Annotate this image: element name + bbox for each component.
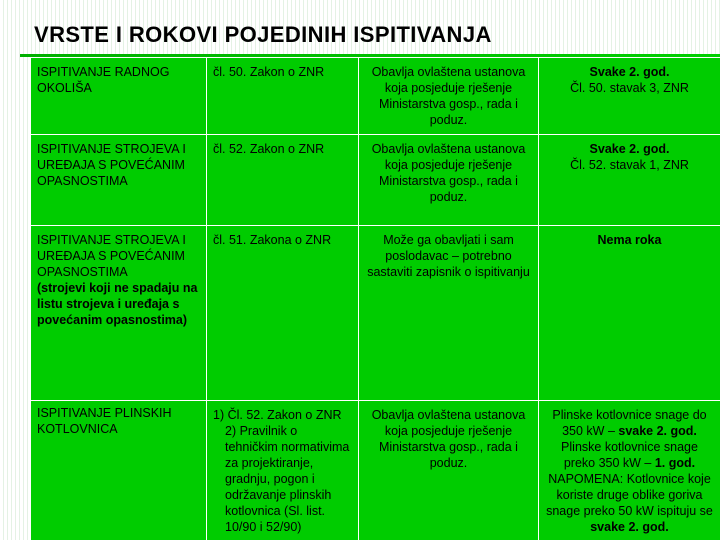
inspection-type-cell: ISPITIVANJE PLINSKIH KOTLOVNICA — [31, 401, 207, 541]
inspection-table — [30, 57, 720, 541]
inspection-type-cell — [31, 226, 207, 401]
table-row — [31, 58, 720, 135]
deadline-main: Svake 2. god. — [590, 142, 670, 156]
deadline-cell — [539, 401, 720, 541]
deadline-part-1-bold: svake 2. god. — [618, 424, 697, 438]
table-row — [31, 135, 720, 226]
table-row — [31, 401, 720, 541]
deadline-part-2: Plinske kotlovnice snage preko 350 kW – — [561, 440, 698, 470]
deadline-part-2-bold: 1. god. — [655, 456, 695, 470]
inspection-type-main: ISPITIVANJE STROJEVA I UREĐAJA S POVEĆANIM OPASNOSTIMA — [37, 233, 186, 279]
regulation-line-1: 1) Čl. 52. Zakon o ZNR — [213, 407, 352, 423]
deadline-cell — [539, 58, 720, 135]
deadline-cell — [539, 226, 720, 401]
regulation-line-2: 2) Pravilnik o tehničkim normativima za projektiranje, gradnju, pogon i održavanje plinskih kotlovnica (Sl. list. 10/90 i 52/90) — [213, 423, 352, 535]
regulation-cell — [207, 401, 359, 541]
deadline-part-1: Plinske kotlovnice snage do 350 kW – — [552, 408, 706, 438]
deadline-main: Svake 2. god. — [590, 65, 670, 79]
performer-cell: Obavlja ovlaštena ustanova koja posjeduje rješenje Ministarstva gosp., rada i poduz. — [359, 135, 539, 226]
regulation-cell: čl. 51. Zakona o ZNR — [207, 226, 359, 401]
regulation-cell: čl. 52. Zakon o ZNR — [207, 135, 359, 226]
performer-cell: Obavlja ovlaštena ustanova koja posjeduje rješenje Ministarstva gosp., rada i poduz. — [359, 401, 539, 541]
deadline-detail: Čl. 52. stavak 1, ZNR — [570, 158, 689, 172]
performer-cell: Obavlja ovlaštena ustanova koja posjeduje rješenje Ministarstva gosp., rada i poduz. — [359, 58, 539, 135]
performer-cell: Može ga obavljati i sam poslodavac – potrebno sastaviti zapisnik o ispitivanju — [359, 226, 539, 401]
table-row — [31, 226, 720, 401]
deadline-main: Nema roka — [598, 233, 662, 247]
page-title: VRSTE I ROKOVI POJEDINIH ISPITIVANJA — [34, 22, 492, 48]
inspection-type-note: (strojevi koji ne spadaju na listu strojeva i uređaja s povećanim opasnostima) — [37, 280, 200, 328]
regulation-cell: čl. 50. Zakon o ZNR — [207, 58, 359, 135]
inspection-type-cell: ISPITIVANJE STROJEVA I UREĐAJA S POVEĆANIM OPASNOSTIMA — [31, 135, 207, 226]
deadline-cell — [539, 135, 720, 226]
inspection-type-cell: ISPITIVANJE RADNOG OKOLIŠA — [31, 58, 207, 135]
deadline-note: NAPOMENA: Kotlovnice koje koriste druge oblike goriva snage preko 50 kW ispituju se — [546, 472, 713, 518]
deadline-detail: Čl. 50. stavak 3, ZNR — [570, 81, 689, 95]
deadline-note-bold: svake 2. god. — [590, 520, 669, 534]
